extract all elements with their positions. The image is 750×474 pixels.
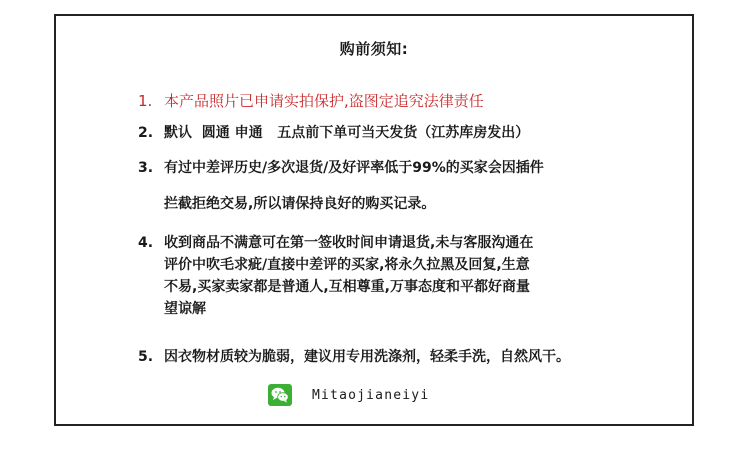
item-text-line-3: 不易,买家卖家都是普通人,互相尊重,万事态度和平都好商量 [164, 279, 530, 295]
notice-item-2 [138, 122, 529, 144]
notice-item-5 [138, 346, 570, 368]
item-text: 本产品照片已申请实拍保护,盗图定追究法律责任 [164, 92, 484, 110]
notice-title: 购前须知: [339, 40, 409, 58]
item-text-line-4: 望谅解 [164, 301, 206, 317]
item-number: 5. [138, 349, 154, 365]
wechat-contact [268, 384, 429, 406]
item-text-line-2: 拦截拒绝交易,所以请保持良好的购买记录。 [164, 196, 436, 212]
notice-item-3 [138, 157, 544, 215]
item-number: 4. [138, 235, 154, 251]
item-text-line-1: 收到商品不满意可在第一签收时间申请退货,未与客服沟通在 [164, 235, 534, 251]
notice-item-1 [138, 90, 484, 112]
notice-item-4 [138, 232, 533, 320]
item-number: 2. [138, 125, 154, 141]
item-number: 1. [138, 92, 153, 110]
wechat-id: Mitaojianeiyi [312, 387, 430, 403]
notice-box [54, 14, 694, 426]
item-text-line-2: 评价中吹毛求疵/直接中差评的买家,将永久拉黑及回复,生意 [164, 257, 530, 273]
item-text-line-1: 有过中差评历史/多次退货/及好评率低于99%的买家会因插件 [164, 160, 544, 176]
item-number: 3. [138, 160, 154, 176]
wechat-icon [268, 384, 292, 406]
item-text: 默认 圆通 申通 五点前下单可当天发货（江苏库房发出） [164, 125, 530, 141]
item-text: 因衣物材质较为脆弱，建议用专用洗涤剂，轻柔手洗，自然风干。 [164, 349, 570, 365]
